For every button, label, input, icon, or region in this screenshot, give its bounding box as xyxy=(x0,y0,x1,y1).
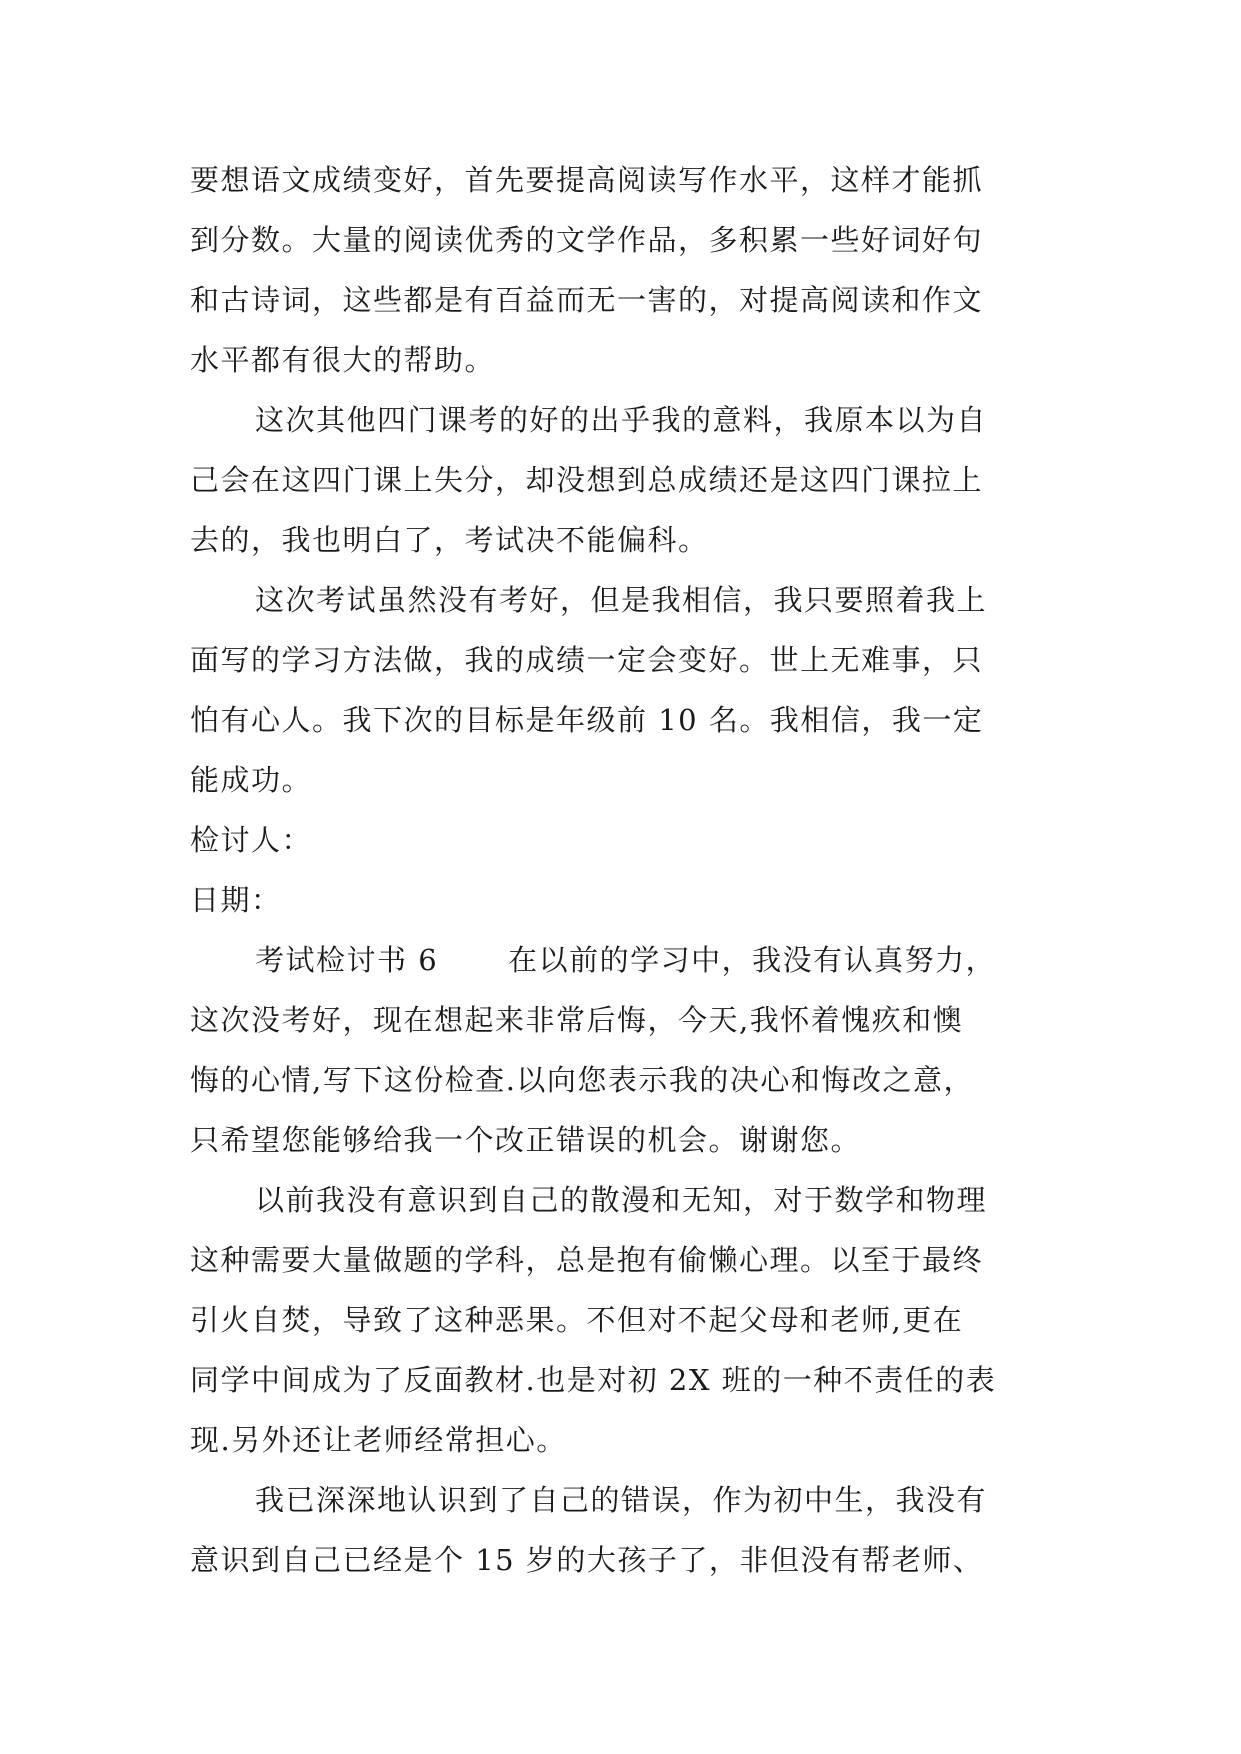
text-line: 只希望您能够给我一个改正错误的机会。谢谢您。 xyxy=(190,1123,862,1157)
text-line: 面写的学习方法做，我的成绩一定会变好。世上无难事，只 xyxy=(190,643,984,677)
text-line: 现.另外还让老师经常担心。 xyxy=(190,1423,567,1457)
document-body xyxy=(190,150,1060,1590)
signature-label: 检讨人： xyxy=(190,823,313,857)
text-line: 去的，我也明白了，考试决不能偏科。 xyxy=(190,523,709,557)
text-line: 己会在这四门课上失分，却没想到总成绩还是这四门课拉上 xyxy=(190,463,984,497)
section-title: 考试检讨书 6 xyxy=(255,943,439,977)
text-line: 这次没考好，现在想起来非常后悔，今天,我怀着愧疚和懊 xyxy=(190,1003,964,1037)
text-line: 这次其他四门课考的好的出乎我的意料，我原本以为自 xyxy=(255,403,988,437)
text-line: 我已深深地认识到了自己的错误，作为初中生，我没有 xyxy=(255,1483,988,1517)
text-line: 这次考试虽然没有考好，但是我相信，我只要照着我上 xyxy=(255,583,988,617)
text-line: 意识到自己已经是个 15 岁的大孩子了，非但没有帮老师、 xyxy=(190,1543,984,1577)
text-line: 这种需要大量做题的学科，总是抱有偷懒心理。以至于最终 xyxy=(190,1243,984,1277)
text-line: 和古诗词，这些都是有百益而无一害的，对提高阅读和作文 xyxy=(190,283,984,317)
text-line: 引火自焚，导致了这种恶果。不但对不起父母和老师,更在 xyxy=(190,1303,964,1337)
text-line: 悔的心情,写下这份检查.以向您表示我的决心和悔改之意， xyxy=(190,1063,974,1097)
text-line: 水平都有很大的帮助。 xyxy=(190,343,496,377)
text-line: 能成功。 xyxy=(190,763,313,797)
text-line: 要想语文成绩变好，首先要提高阅读写作水平，这样才能抓 xyxy=(190,163,984,197)
text-line: 怕有心人。我下次的目标是年级前 10 名。我相信，我一定 xyxy=(190,703,984,737)
date-label: 日期： xyxy=(190,883,282,917)
text-line: 到分数。大量的阅读优秀的文学作品，多积累一些好词好句 xyxy=(190,223,984,257)
text-line: 以前我没有意识到自己的散漫和无知，对于数学和物理 xyxy=(255,1183,988,1217)
section-heading-line xyxy=(190,930,1060,990)
text-line: 在以前的学习中，我没有认真努力， xyxy=(508,943,997,977)
text-line: 同学中间成为了反面教材.也是对初 2X 班的一种不责任的表 xyxy=(190,1363,997,1397)
